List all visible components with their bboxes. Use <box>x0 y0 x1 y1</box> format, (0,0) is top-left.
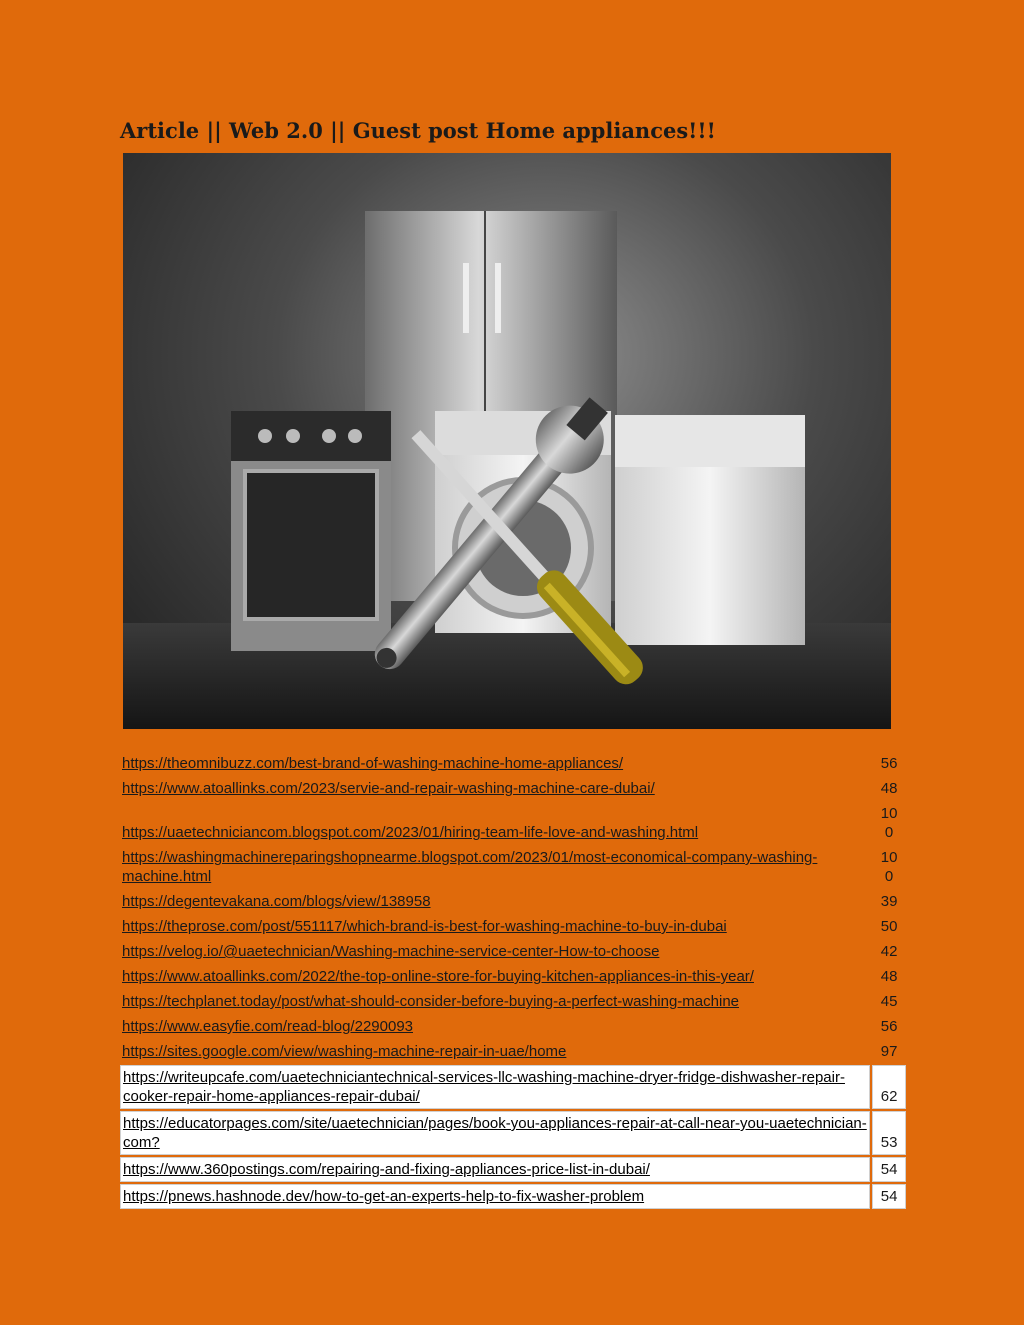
article-link[interactable]: https://pnews.hashnode.dev/how-to-get-an-experts-help-to-fix-washer-problem <box>123 1188 645 1205</box>
table-row <box>120 890 906 913</box>
value-cell: 48 <box>880 968 898 985</box>
article-link[interactable]: https://educatorpages.com/site/uaetechnician/pages/book-you-appliances-repair-at-call-near-you-uaetechnician-com? <box>123 1115 867 1151</box>
table-row <box>120 940 906 963</box>
value-cell: 97 <box>880 1043 898 1060</box>
article-link[interactable]: https://theprose.com/post/551117/which-brand-is-best-for-washing-machine-to-buy-in-dubai <box>122 918 727 935</box>
link-cell <box>120 1157 870 1182</box>
link-cell <box>120 1040 870 1063</box>
value-cell: 54 <box>872 1184 906 1209</box>
table-row <box>120 1015 906 1038</box>
article-link[interactable]: https://theomnibuzz.com/best-brand-of-washing-machine-home-appliances/ <box>122 755 624 772</box>
article-link[interactable]: https://washingmachinereparingshopnearme.blogspot.com/2023/01/most-economical-company-washing-machine.html <box>122 849 818 885</box>
value-cell: 45 <box>880 993 898 1010</box>
table-row <box>120 802 906 844</box>
table-row <box>120 965 906 988</box>
link-cell <box>120 915 870 938</box>
page-title: Article || Web 2.0 || Guest post Home appliances!!! <box>120 118 716 143</box>
table-row <box>120 1184 906 1209</box>
value-cell: 48 <box>880 780 898 797</box>
link-cell <box>120 890 870 913</box>
appliances-image <box>123 153 891 729</box>
link-cell <box>120 846 870 888</box>
link-cell <box>120 777 870 800</box>
article-link[interactable]: https://www.atoallinks.com/2023/servie-and-repair-washing-machine-care-dubai/ <box>122 780 655 797</box>
article-link[interactable]: https://velog.io/@uaetechnician/Washing-machine-service-center-How-to-choose <box>122 943 660 960</box>
article-link[interactable]: https://www.360postings.com/repairing-and-fixing-appliances-price-list-in-dubai/ <box>123 1161 650 1178</box>
value-cell: 56 <box>880 1018 898 1035</box>
link-cell <box>120 990 870 1013</box>
article-link[interactable]: https://www.atoallinks.com/2022/the-top-online-store-for-buying-kitchen-appliances-in-this-year/ <box>122 968 754 985</box>
value-cell: 50 <box>880 918 898 935</box>
article-link[interactable]: https://uaetechniciancom.blogspot.com/2023/01/hiring-team-life-love-and-washing.html <box>122 824 699 841</box>
value-cell: 54 <box>872 1157 906 1182</box>
links-table <box>118 750 908 1211</box>
table-row <box>120 1065 906 1109</box>
value-cell: 10 0 <box>880 849 898 885</box>
value-cell: 42 <box>880 943 898 960</box>
value-cell: 56 <box>880 755 898 772</box>
table-row <box>120 1040 906 1063</box>
link-cell <box>120 940 870 963</box>
link-cell <box>120 965 870 988</box>
value-cell: 39 <box>880 893 898 910</box>
article-link[interactable]: https://sites.google.com/view/washing-machine-repair-in-uae/home <box>122 1043 567 1060</box>
table-row <box>120 752 906 775</box>
article-link[interactable]: https://writeupcafe.com/uaetechniciantechnical-services-llc-washing-machine-dryer-fridge-dishwasher-repair-cooker-repair-home-appliances-repair-dubai/ <box>123 1069 845 1105</box>
article-link[interactable]: https://www.easyfie.com/read-blog/2290093 <box>122 1018 413 1035</box>
value-cell: 53 <box>872 1111 906 1155</box>
table-row <box>120 990 906 1013</box>
link-cell <box>120 1065 870 1109</box>
link-cell <box>120 1015 870 1038</box>
value-cell: 10 0 <box>880 805 898 841</box>
link-cell <box>120 1184 870 1209</box>
link-cell <box>120 802 870 844</box>
article-link[interactable]: https://techplanet.today/post/what-should-consider-before-buying-a-perfect-washing-machine <box>122 993 739 1010</box>
table-row <box>120 846 906 888</box>
table-row <box>120 777 906 800</box>
article-link[interactable]: https://degentevakana.com/blogs/view/138958 <box>122 893 431 910</box>
value-cell: 62 <box>872 1065 906 1109</box>
table-row <box>120 915 906 938</box>
table-row <box>120 1157 906 1182</box>
table-row <box>120 1111 906 1155</box>
link-cell <box>120 752 870 775</box>
link-cell <box>120 1111 870 1155</box>
